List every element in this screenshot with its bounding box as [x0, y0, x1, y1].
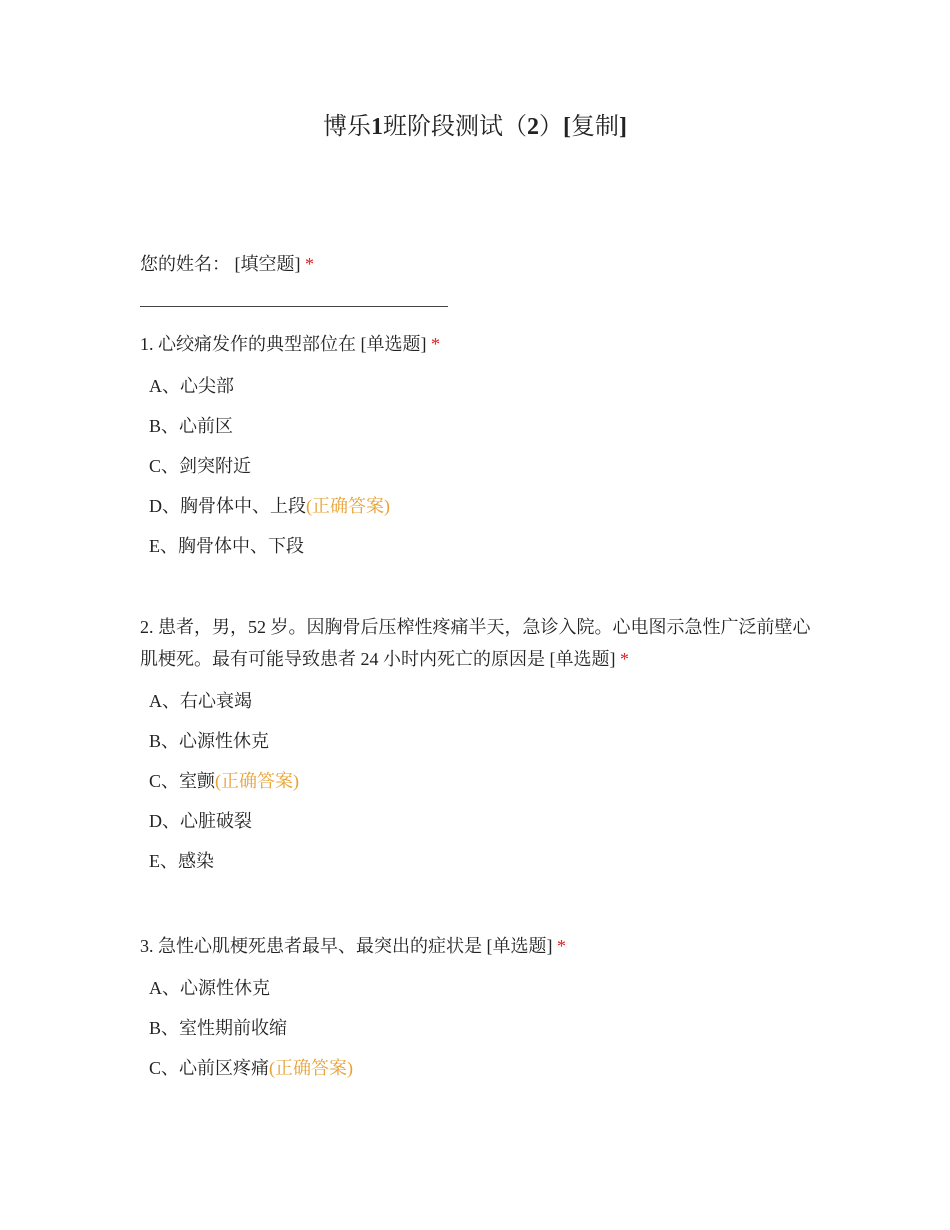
option-list: [140, 976, 820, 1096]
question-block-2: [140, 611, 820, 889]
option-list: [140, 374, 820, 574]
required-mark: *: [620, 649, 629, 669]
question-type: [单选题]: [360, 334, 427, 354]
required-mark: *: [431, 334, 440, 354]
question-block-1: [140, 328, 820, 574]
name-question: [140, 248, 820, 280]
correct-answer-label: (正确答案): [215, 771, 300, 791]
page-title: [0, 110, 950, 144]
correct-answer-label: (正确答案): [269, 1058, 354, 1078]
option-item[interactable]: B、心源性休克: [149, 731, 270, 751]
title-copy-tag: 复制: [571, 114, 619, 140]
title-test-number: 2: [527, 114, 539, 140]
option-list: [140, 689, 820, 889]
title-text: 博乐: [323, 114, 371, 140]
correct-answer-label: (正确答案): [306, 496, 390, 516]
title-bracket: [: [563, 114, 571, 140]
required-mark: *: [305, 254, 314, 274]
option-item[interactable]: C、剑突附近: [149, 456, 252, 476]
title-bracket: ]: [619, 114, 627, 140]
name-answer-field[interactable]: [140, 306, 448, 307]
option-item-correct[interactable]: C、室颤(正确答案): [149, 771, 300, 791]
option-item[interactable]: B、室性期前收缩: [149, 1018, 288, 1038]
question-text: 1. 心绞痛发作的典型部位在 [单选题] *: [140, 334, 440, 354]
question-type: [单选题]: [486, 936, 553, 956]
option-item[interactable]: E、胸骨体中、下段: [149, 536, 304, 556]
option-item-correct[interactable]: C、心前区疼痛(正确答案): [149, 1058, 354, 1078]
question-text: 3. 急性心肌梗死患者最早、最突出的症状是 [单选题] *: [140, 936, 566, 956]
question-type: [填空题]: [234, 254, 301, 274]
required-mark: *: [557, 936, 566, 956]
option-item[interactable]: A、右心衰竭: [149, 691, 252, 711]
title-class-number: 1: [371, 114, 383, 140]
option-item[interactable]: E、感染: [149, 851, 214, 871]
option-item[interactable]: D、心脏破裂: [149, 811, 252, 831]
option-item[interactable]: A、心源性休克: [149, 978, 270, 998]
question-type: [单选题]: [549, 649, 616, 669]
question-label: 您的姓名： [填空题] *: [140, 254, 314, 274]
question-text: 2. 患者，男，52 岁。因胸骨后压榨性疼痛半天，急诊入院。心电图示急性广泛前壁心肌梗死。最有可能导致患者 24 小时内死亡的原因是 [单选题] *: [140, 617, 811, 669]
title-text: 班阶段测试（: [383, 114, 527, 140]
title-text: ）: [539, 114, 563, 140]
option-item[interactable]: A、心尖部: [149, 376, 234, 396]
option-item[interactable]: B、心前区: [149, 416, 234, 436]
question-block-3: [140, 930, 820, 1096]
option-item-correct[interactable]: D、胸骨体中、上段(正确答案): [149, 496, 390, 516]
